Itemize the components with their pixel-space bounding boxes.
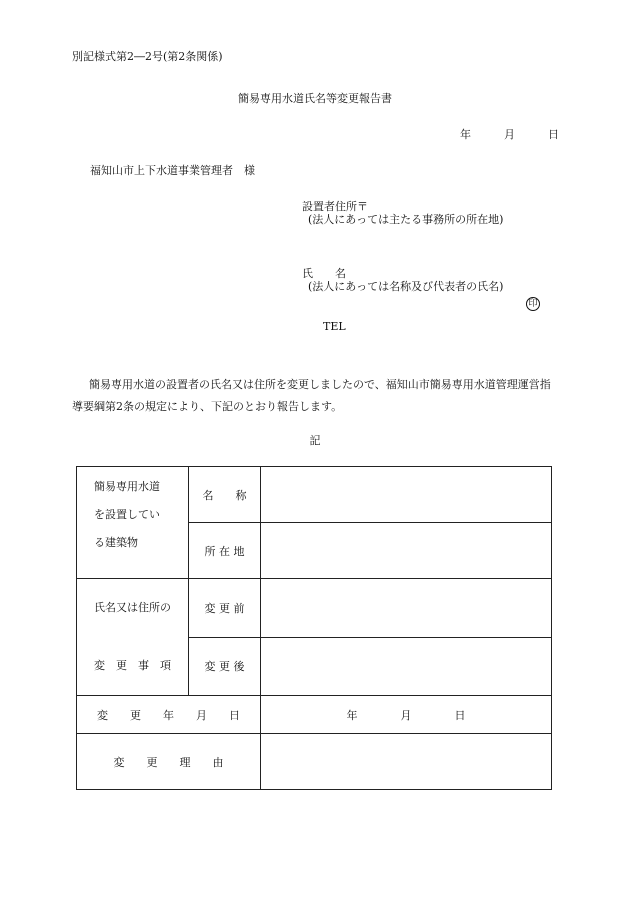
tel-label: TEL bbox=[323, 320, 346, 333]
building-label-line: 簡易専用水道 bbox=[94, 480, 160, 493]
building-name-label: 名 称 bbox=[189, 467, 261, 523]
form-number: 別記様式第2―2号(第2条関係) bbox=[72, 50, 223, 63]
change-date-label: 変 更 年 月 日 bbox=[77, 696, 261, 734]
detail-table bbox=[76, 466, 552, 790]
body-text: 簡易専用水道の設置者の氏名又は住所を変更しましたので、福知山市簡易専用水道管理運営指導要綱第2条の規定により、下記のとおり報告します。 bbox=[72, 378, 551, 413]
change-date-day: 日 bbox=[454, 708, 466, 722]
change-before-value[interactable] bbox=[261, 579, 552, 638]
building-name-value[interactable] bbox=[261, 467, 552, 523]
change-label-cell bbox=[77, 579, 189, 696]
building-location-label: 所 在 地 bbox=[189, 523, 261, 579]
building-label-line: を設置してい bbox=[94, 508, 160, 521]
change-date-value[interactable] bbox=[261, 696, 552, 734]
building-label-line: る建築物 bbox=[94, 536, 138, 549]
building-location-value[interactable] bbox=[261, 523, 552, 579]
date-day-label: 日 bbox=[548, 128, 559, 141]
change-date-year: 年 bbox=[346, 708, 358, 722]
building-label-cell bbox=[77, 467, 189, 579]
name-label: 氏 名 bbox=[302, 267, 346, 280]
report-date bbox=[460, 126, 559, 142]
report-body-text bbox=[72, 374, 558, 418]
change-date-month: 月 bbox=[400, 708, 412, 722]
change-label-line1: 氏名又は住所の bbox=[94, 601, 171, 614]
reason-value[interactable] bbox=[261, 734, 552, 790]
date-month-label: 月 bbox=[504, 128, 515, 141]
address-note: (法人にあっては主たる事務所の所在地) bbox=[308, 213, 504, 226]
ki-label: 記 bbox=[309, 434, 321, 447]
name-note: (法人にあっては名称及び代表者の氏名) bbox=[308, 280, 504, 293]
change-after-value[interactable] bbox=[261, 637, 552, 696]
change-before-label: 変 更 前 bbox=[189, 579, 261, 638]
date-year-label: 年 bbox=[460, 128, 471, 141]
document-title: 簡易専用水道氏名等変更報告書 bbox=[238, 92, 392, 105]
seal-mark: 印 bbox=[526, 297, 540, 311]
address-label: 設置者住所〒 bbox=[302, 200, 368, 213]
recipient: 福知山市上下水道事業管理者 様 bbox=[90, 164, 255, 177]
change-label-line2: 変 更 事 項 bbox=[94, 659, 171, 672]
change-after-label: 変 更 後 bbox=[189, 637, 261, 696]
reason-label: 変 更 理 由 bbox=[77, 734, 261, 790]
